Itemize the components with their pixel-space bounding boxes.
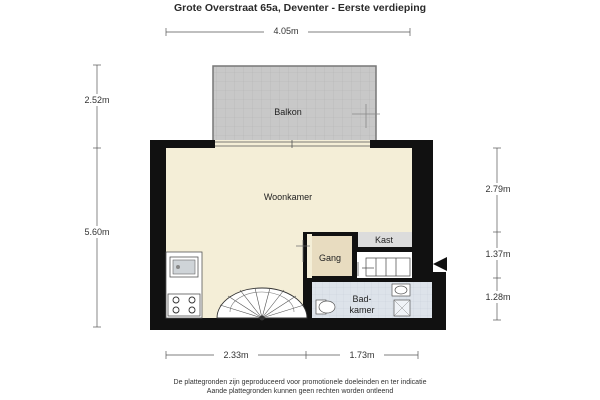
toilet-icon	[316, 300, 335, 314]
badkamer-label-line1: Bad-	[352, 294, 372, 304]
dimension-right-2-label: 1.37m	[485, 249, 511, 259]
disclaimer-line-1: De plattegronden zijn geproduceerd voor promotionele doeleinden en ter indicatie	[173, 379, 427, 386]
balcony-door	[215, 140, 370, 148]
dimension-right-3-label: 1.28m	[485, 292, 511, 302]
dimension-top	[166, 25, 410, 37]
dimension-left-upper-label: 2.52m	[84, 95, 110, 105]
balcony-label: Balkon	[274, 107, 302, 117]
stove-icon	[168, 294, 200, 316]
dimension-right	[478, 148, 518, 320]
balcony	[213, 66, 380, 146]
disclaimer-line-2: Aande plattegronden kunnen geen rechten worden ontleend	[206, 388, 394, 395]
landing-area	[355, 252, 412, 278]
shower-icon	[394, 300, 410, 316]
dimension-bottom	[166, 349, 418, 361]
kast-label: Kast	[374, 235, 394, 245]
gang-label: Gang	[318, 253, 342, 263]
dimension-left-lower-label: 5.60m	[84, 227, 110, 237]
sink-icon	[392, 284, 410, 296]
page-title: Grote Overstraat 65a, Deventer - Eerste verdieping	[173, 2, 427, 14]
woonkamer-label: Woonkamer	[263, 192, 313, 202]
dimension-left	[76, 65, 118, 327]
dimension-bottom-right-label: 1.73m	[349, 350, 375, 360]
badkamer-label-line2: kamer	[349, 305, 375, 315]
entrance-arrow-icon	[433, 257, 447, 271]
dimension-top-label: 4.05m	[273, 26, 299, 36]
dimension-bottom-left-label: 2.33m	[223, 350, 249, 360]
dimension-right-1-label: 2.79m	[485, 184, 511, 194]
disclaimer	[0, 378, 600, 396]
